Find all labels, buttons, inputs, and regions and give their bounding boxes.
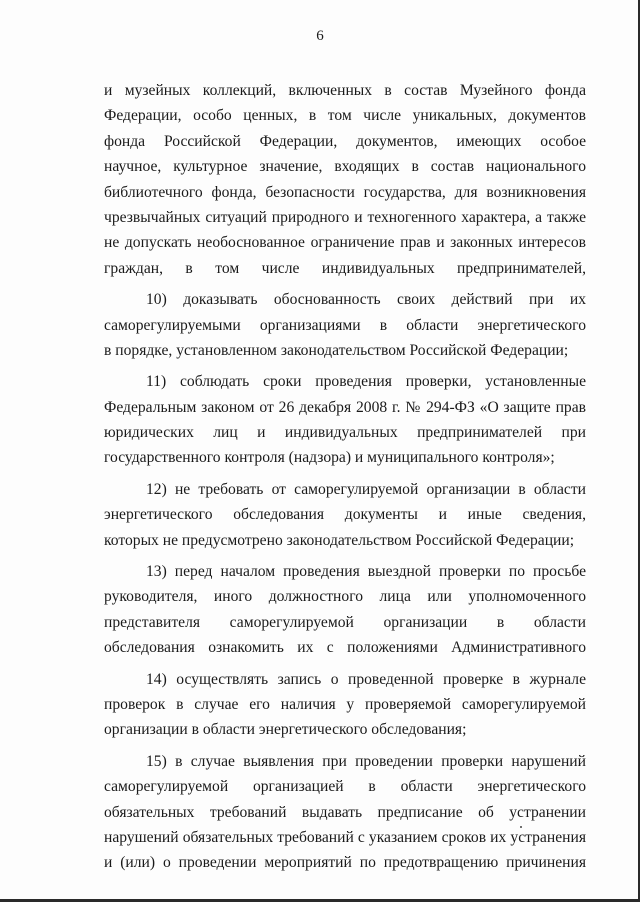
text-line: не допускать необоснованное ограничение прав и законных интересов xyxy=(104,234,586,252)
text-line: и музейных коллекций, включенных в состав Музейного фонда xyxy=(104,82,586,99)
text-line: энергетического обследования документы и иные сведения, xyxy=(104,506,586,524)
text-line: в порядке, установленном законодательством Российской Федерации; xyxy=(104,341,569,359)
text-line: 14) осуществлять запись о проведенной проверке в журнале xyxy=(146,670,586,688)
text-line: чрезвычайных ситуаций природного и техногенного характера, а также xyxy=(104,208,586,226)
text-line: 10) доказывать обоснованность своих действий при их xyxy=(146,291,586,309)
scan-speck xyxy=(520,826,522,828)
text-line: саморегулируемой организацией в области энергетического xyxy=(104,778,586,796)
text-line: библиотечного фонда, безопасности государства, для возникновения xyxy=(104,183,586,201)
text-line: 13) перед началом проведения выездной проверки по просьбе xyxy=(146,563,586,581)
text-line: фонда Российской Федерации, документов, имеющих особое xyxy=(104,132,586,150)
text-line: 15) в случае выявления при проведении проверки нарушений xyxy=(146,752,586,770)
text-line: обязательных требований выдавать предписание об устранении xyxy=(104,803,586,821)
text-line: научное, культурное значение, входящих в состав национального xyxy=(104,158,586,176)
text-line: обследования ознакомить их с положениями Административного xyxy=(104,639,586,657)
text-line: Федеральным законом от 26 декабря 2008 г. № 294-ФЗ «О защите прав xyxy=(104,398,586,416)
text-line: руководителя, иного должностного лица или уполномоченного xyxy=(104,588,586,606)
text-line: нарушений обязательных требований с указанием сроков их устранения xyxy=(104,828,586,846)
text-line: юридических лиц и индивидуальных предпринимателей при xyxy=(104,424,586,442)
text-line: 12) не требовать от саморегулируемой организации в области xyxy=(146,480,586,498)
page-number: 6 xyxy=(316,28,324,44)
text-line: граждан, в том числе индивидуальных предпринимателей, xyxy=(104,259,586,277)
text-line: проверок в случае его наличия у проверяемой саморегулируемой xyxy=(104,695,586,713)
text-line: организации в области энергетического обследования; xyxy=(104,721,467,739)
text-line: Федерации, особо ценных, в том числе уникальных, документов xyxy=(104,107,586,125)
text-line: которых не предусмотрено законодательством Российской Федерации; xyxy=(104,531,575,549)
document-body xyxy=(104,78,586,876)
text-line: и (или) о проведении мероприятий по предотвращению причинения xyxy=(104,854,586,872)
text-line: саморегулируемыми организациями в области энергетического xyxy=(104,316,586,334)
text-line: 11) соблюдать сроки проведения проверки, установленные xyxy=(146,373,586,391)
text-line: представителя саморегулируемой организации в области xyxy=(104,613,586,631)
text-line: государственного контроля (надзора) и муниципального контроля»; xyxy=(104,449,555,467)
